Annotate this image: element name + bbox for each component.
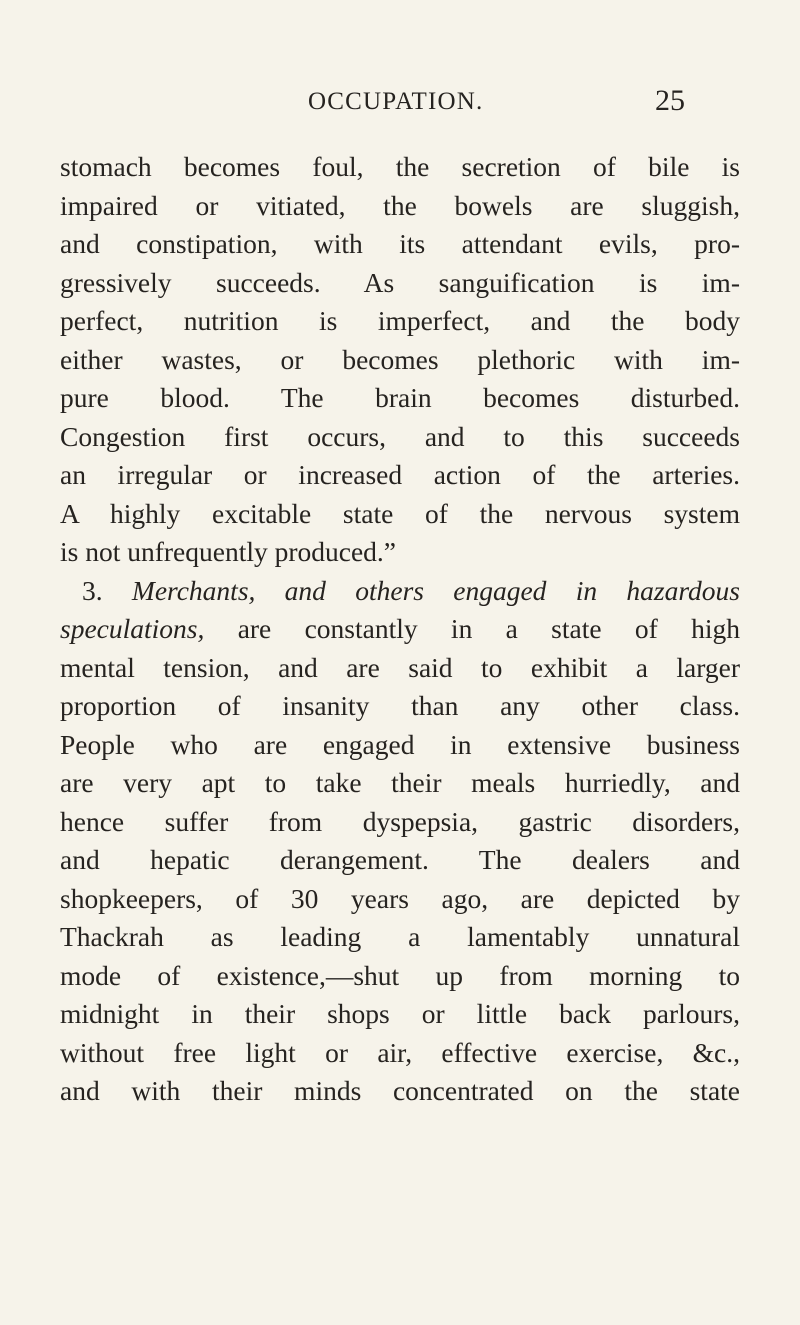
text-line: and constipation, with its attendant evils, pro- <box>60 228 740 259</box>
text-line: mode of existence,—shut up from morning to <box>60 959 740 991</box>
text-line: gressively succeeds. As sanguification is im- <box>60 266 740 298</box>
text-line: pure blood. The brain becomes disturbed. <box>60 382 740 413</box>
text-line: is not unfrequently produced.” <box>60 536 397 567</box>
text-line: Congestion first occurs, and to this succeeds <box>60 420 740 452</box>
paragraph-number: 3. <box>82 574 103 606</box>
text-line: mental tension, and are said to exhibit a larger <box>60 651 740 683</box>
text-line: shopkeepers, of 30 years ago, are depicted by <box>60 882 740 914</box>
italic-text: speculations, <box>60 613 205 644</box>
body-text <box>60 148 740 1111</box>
text-line: and with their minds concentrated on the state <box>60 1075 740 1106</box>
text-line: People who are engaged in extensive business <box>60 728 740 760</box>
text-fragment: are constantly in a state of high <box>204 613 740 644</box>
text-line: stomach becomes foul, the secretion of bile is <box>60 151 740 182</box>
text-line: hence suffer from dyspepsia, gastric disorders, <box>60 805 740 837</box>
page-number: 25 <box>655 84 685 117</box>
text-line: and hepatic derangement. The dealers and <box>60 844 740 875</box>
text-line: proportion of insanity than any other class. <box>60 690 740 721</box>
text-line: are very apt to take their meals hurriedly, and <box>60 767 740 798</box>
running-title: OCCUPATION. <box>308 88 484 115</box>
numbered-paragraph-line <box>60 572 740 611</box>
text-line: perfect, nutrition is imperfect, and the body <box>60 305 740 336</box>
text-line: impaired or vitiated, the bowels are sluggish, <box>60 189 740 221</box>
text-line: an irregular or increased action of the arteries. <box>60 459 740 490</box>
text-line: Thackrah as leading a lamentably unnatural <box>60 921 740 952</box>
text-line <box>60 610 740 649</box>
italic-text: Merchants, and others engaged in hazardous <box>131 574 740 606</box>
text-line: without free light or air, effective exercise, &c., <box>60 1036 740 1068</box>
text-line: either wastes, or becomes plethoric with im- <box>60 343 740 375</box>
running-head <box>0 84 800 122</box>
text-line: A highly excitable state of the nervous system <box>60 497 740 529</box>
text-line: midnight in their shops or little back parlours, <box>60 998 740 1029</box>
